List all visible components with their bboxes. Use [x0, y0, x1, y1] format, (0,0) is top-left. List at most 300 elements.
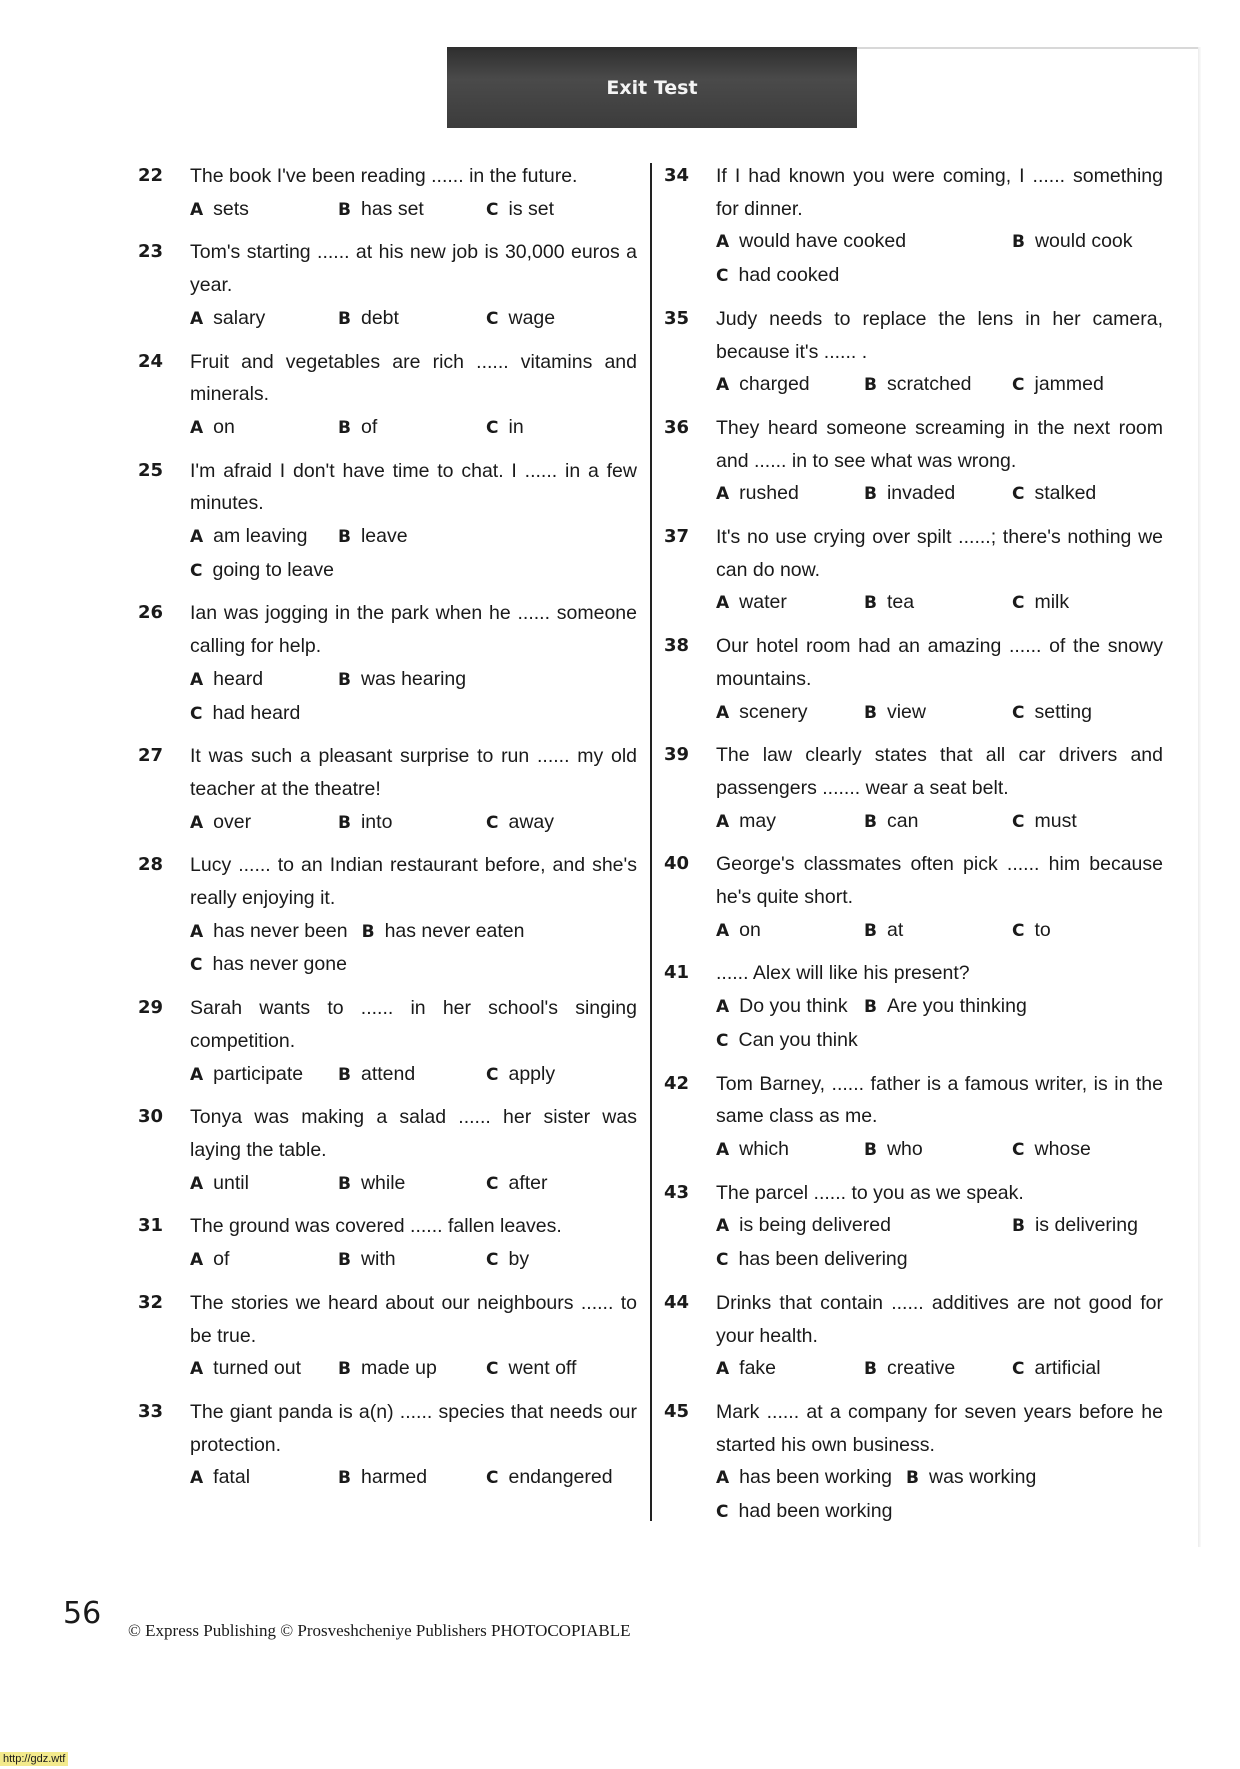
question-number: 28 — [138, 854, 164, 876]
option-letter: B — [338, 1359, 351, 1380]
option-letter: C — [1012, 1359, 1025, 1380]
option-text: of — [213, 1248, 230, 1271]
option-text: at — [886, 918, 904, 941]
answer-option[interactable] — [716, 914, 850, 948]
answer-option[interactable] — [190, 948, 347, 982]
page-top-edge — [857, 47, 1200, 49]
answer-option[interactable] — [1012, 805, 1146, 839]
right-column — [664, 160, 1164, 1539]
answer-option[interactable] — [906, 1461, 1040, 1495]
answer-option[interactable] — [716, 368, 850, 402]
answer-option[interactable] — [338, 1243, 472, 1277]
question-item — [664, 957, 1164, 1057]
question-number: 38 — [664, 635, 690, 657]
option-letter: B — [864, 1139, 877, 1160]
answer-option[interactable] — [486, 1167, 620, 1201]
question-number: 22 — [138, 165, 164, 186]
answer-option[interactable] — [716, 259, 850, 293]
answer-option[interactable] — [864, 368, 998, 402]
question-item — [664, 160, 1164, 293]
question-item — [138, 992, 638, 1091]
answer-option[interactable] — [190, 302, 324, 336]
answer-option[interactable] — [1012, 1352, 1146, 1386]
question-text: ...... Alex will like his present? — [716, 962, 970, 985]
option-letter: C — [486, 812, 499, 833]
option-text: fake — [739, 1357, 777, 1380]
option-text: may — [739, 809, 777, 832]
option-text: Are you thinking — [886, 995, 1027, 1018]
option-letter: C — [716, 1250, 729, 1271]
option-text: must — [1034, 809, 1077, 832]
answer-option[interactable] — [716, 1209, 998, 1243]
option-text: who — [886, 1137, 923, 1160]
option-letter: C — [190, 703, 203, 724]
answer-option[interactable] — [716, 805, 850, 839]
option-text: while — [360, 1171, 406, 1194]
question-number: 26 — [138, 602, 164, 624]
answer-option[interactable] — [190, 697, 324, 731]
answer-option[interactable] — [716, 477, 850, 511]
question-text: They heard someone screaming in the next room and ...... in to see what was wrong. — [716, 416, 1163, 472]
option-letter: A — [716, 232, 730, 253]
option-letter: A — [190, 527, 204, 548]
option-letter: A — [716, 811, 730, 832]
question-text: The parcel ...... to you as we speak. — [716, 1181, 1024, 1204]
option-letter: C — [190, 955, 203, 976]
options-row — [190, 1461, 638, 1495]
options-row — [716, 914, 1164, 948]
option-text: is delivering — [1034, 1214, 1138, 1237]
option-letter: B — [338, 1064, 351, 1085]
option-text: is being delivered — [739, 1214, 891, 1237]
answer-option[interactable] — [864, 914, 998, 948]
question-number: 24 — [138, 350, 164, 372]
question-item — [138, 1287, 638, 1386]
option-text: view — [886, 700, 926, 723]
option-letter: C — [486, 417, 499, 438]
option-text: has set — [360, 197, 424, 220]
question-number: 35 — [664, 307, 690, 329]
option-letter: C — [486, 1173, 499, 1194]
option-text: had cooked — [738, 264, 840, 287]
option-letter: C — [1012, 593, 1025, 614]
answer-option[interactable] — [486, 806, 620, 840]
question-text: The book I've been reading ...... in the future. — [190, 165, 578, 187]
option-text: had been working — [738, 1500, 893, 1523]
option-text: has been working — [739, 1466, 893, 1489]
answer-option[interactable] — [338, 193, 472, 227]
question-number: 34 — [664, 165, 690, 186]
option-text: invaded — [886, 482, 956, 505]
options-row — [190, 806, 638, 840]
answer-option[interactable] — [190, 663, 324, 697]
option-text: until — [213, 1171, 249, 1194]
option-letter: C — [190, 560, 203, 581]
option-letter: A — [716, 1139, 730, 1160]
option-text: of — [360, 415, 378, 438]
question-number: 41 — [664, 962, 690, 984]
option-text: debt — [360, 306, 399, 329]
option-letter: B — [864, 702, 877, 723]
question-text: Tom's starting ...... at his new job is 30,000 euros a year. — [190, 241, 637, 297]
option-letter: A — [190, 1250, 204, 1271]
options-row — [716, 696, 1164, 730]
options-row — [190, 1167, 638, 1201]
option-letter: B — [906, 1468, 919, 1489]
option-text: can — [886, 809, 919, 832]
question-text: Tom Barney, ...... father is a famous writer, is in the same class as me. — [716, 1072, 1163, 1128]
answer-option[interactable] — [716, 1024, 858, 1058]
option-letter: C — [486, 199, 499, 220]
question-number: 30 — [138, 1106, 164, 1128]
question-text: The stories we heard about our neighbours ...... to be true. — [190, 1291, 637, 1347]
question-item — [138, 160, 638, 226]
question-item — [664, 848, 1164, 947]
answer-option[interactable] — [338, 520, 472, 554]
option-letter: B — [338, 1250, 351, 1271]
option-letter: B — [338, 812, 351, 833]
option-text: Do you think — [739, 995, 848, 1018]
answer-option[interactable] — [864, 805, 998, 839]
option-letter: C — [486, 1468, 499, 1489]
option-text: scratched — [886, 373, 972, 396]
question-item — [664, 521, 1164, 620]
option-text: salary — [213, 306, 266, 329]
answer-option[interactable] — [338, 302, 472, 336]
option-letter: A — [716, 997, 730, 1018]
question-number: 25 — [138, 459, 164, 481]
option-text: rushed — [739, 482, 799, 505]
answer-option[interactable] — [190, 1243, 324, 1277]
option-letter: C — [1012, 702, 1025, 723]
question-text: I'm afraid I don't have time to chat. I ...... in a few minutes. — [190, 459, 637, 515]
answer-option[interactable] — [190, 1461, 324, 1495]
question-number: 27 — [138, 745, 164, 767]
question-text: Fruit and vegetables are rich ...... vitamins and minerals. — [190, 350, 637, 406]
answer-option[interactable] — [486, 1461, 620, 1495]
answer-option[interactable] — [716, 696, 850, 730]
option-text: after — [508, 1171, 548, 1194]
option-text: in — [508, 415, 524, 438]
answer-option[interactable] — [864, 1133, 998, 1167]
option-letter: B — [864, 1359, 877, 1380]
option-letter: A — [716, 484, 730, 505]
option-letter: C — [1012, 375, 1025, 396]
answer-option[interactable] — [716, 1133, 850, 1167]
option-letter: C — [1012, 920, 1025, 941]
answer-option[interactable] — [190, 806, 324, 840]
answer-option[interactable] — [486, 193, 620, 227]
options-row — [716, 586, 1164, 620]
answer-option[interactable] — [190, 554, 334, 588]
option-text: attend — [360, 1062, 416, 1085]
option-text: had heard — [212, 701, 301, 724]
answer-option[interactable] — [190, 193, 324, 227]
answer-option[interactable] — [338, 1058, 472, 1092]
option-letter: A — [190, 199, 204, 220]
question-text: Lucy ...... to an Indian restaurant before, and she's really enjoying it. — [190, 854, 637, 910]
options-row — [716, 805, 1164, 839]
option-letter: A — [716, 593, 730, 614]
option-text: was hearing — [360, 667, 467, 690]
option-text: has never gone — [212, 953, 347, 976]
option-text: Can you think — [738, 1028, 858, 1051]
option-text: by — [508, 1248, 530, 1271]
question-number: 43 — [664, 1181, 690, 1203]
option-text: water — [739, 591, 787, 614]
question-text: Sarah wants to ...... in her school's singing competition. — [190, 997, 637, 1052]
answer-option[interactable] — [486, 411, 620, 445]
answer-option[interactable] — [338, 663, 472, 697]
page-number: 56 — [63, 1596, 102, 1631]
options-row — [190, 193, 638, 227]
option-letter: A — [716, 1216, 730, 1237]
answer-option[interactable] — [486, 302, 620, 336]
option-letter: B — [1012, 1216, 1025, 1237]
question-item — [664, 739, 1164, 838]
option-text: charged — [739, 373, 810, 396]
option-letter: A — [716, 375, 730, 396]
answer-option[interactable] — [864, 1352, 998, 1386]
option-text: scenery — [739, 700, 808, 723]
answer-option[interactable] — [864, 477, 998, 511]
answer-option[interactable] — [190, 411, 324, 445]
option-text: sets — [213, 197, 249, 220]
option-letter: A — [716, 1359, 730, 1380]
options-row — [716, 1209, 1164, 1243]
option-letter: C — [1012, 1139, 1025, 1160]
option-letter: C — [1012, 811, 1025, 832]
option-text: harmed — [360, 1466, 428, 1489]
option-text: has never been — [213, 919, 348, 942]
question-text: The giant panda is a(n) ...... species that needs our protection. — [190, 1400, 637, 1456]
option-text: stalked — [1034, 482, 1097, 505]
answer-option[interactable] — [716, 225, 998, 259]
question-number: 33 — [138, 1400, 164, 1422]
options-row — [716, 368, 1164, 402]
options-row — [190, 1352, 638, 1386]
answer-option[interactable] — [716, 1352, 850, 1386]
options-row — [716, 259, 1164, 293]
options-row — [190, 520, 638, 554]
option-letter: B — [338, 308, 351, 329]
option-text: to — [1034, 918, 1051, 941]
section-title: Exit Test — [606, 76, 698, 99]
option-letter: B — [864, 811, 877, 832]
option-text: artificial — [1034, 1357, 1101, 1380]
option-letter: A — [716, 702, 730, 723]
column-divider — [650, 163, 652, 1521]
answer-option[interactable] — [190, 1352, 324, 1386]
option-text: which — [739, 1137, 790, 1160]
question-item — [138, 1396, 638, 1495]
question-item — [138, 740, 638, 839]
option-text: milk — [1034, 591, 1070, 614]
answer-option[interactable] — [338, 411, 472, 445]
answer-option[interactable] — [338, 1461, 472, 1495]
question-text: If I had known you were coming, I ...... something for dinner. — [716, 165, 1163, 220]
question-item — [138, 1210, 638, 1276]
option-letter: A — [190, 1359, 204, 1380]
answer-option[interactable] — [486, 1352, 620, 1386]
question-text: Mark ...... at a company for seven years before he started his own business. — [716, 1400, 1163, 1456]
question-text: Judy needs to replace the lens in her camera, because it's ...... . — [716, 307, 1163, 363]
option-letter: B — [864, 484, 877, 505]
option-text: on — [213, 415, 235, 438]
option-text: jammed — [1034, 373, 1104, 396]
option-letter: B — [338, 527, 351, 548]
question-item — [664, 412, 1164, 511]
answer-option[interactable] — [864, 696, 998, 730]
option-text: fatal — [213, 1466, 251, 1489]
question-item — [664, 1396, 1164, 1529]
answer-option[interactable] — [1012, 1209, 1146, 1243]
answer-option[interactable] — [190, 915, 348, 949]
option-letter: A — [190, 1173, 204, 1194]
options-row — [716, 990, 1164, 1024]
option-letter: A — [190, 812, 204, 833]
question-text: The law clearly states that all car drivers and passengers ....... wear a seat belt. — [716, 744, 1163, 799]
option-letter: A — [190, 669, 204, 690]
question-number: 44 — [664, 1291, 690, 1313]
question-text: Drinks that contain ...... additives are not good for your health. — [716, 1291, 1163, 1347]
question-item — [138, 455, 638, 588]
option-letter: C — [716, 266, 729, 287]
answer-option[interactable] — [1012, 914, 1146, 948]
option-text: turned out — [213, 1357, 301, 1380]
question-number: 23 — [138, 241, 164, 263]
option-text: tea — [886, 591, 915, 614]
option-text: went off — [508, 1357, 577, 1380]
option-letter: A — [190, 921, 204, 942]
options-row — [190, 554, 638, 588]
option-text: going to leave — [212, 558, 334, 581]
question-text: It was such a pleasant surprise to run ...... my old teacher at the theatre! — [190, 745, 637, 800]
option-letter: A — [716, 920, 730, 941]
question-item — [664, 1068, 1164, 1167]
options-row — [190, 697, 638, 731]
question-number: 42 — [664, 1072, 690, 1094]
answer-option[interactable] — [190, 520, 324, 554]
question-item — [138, 236, 638, 335]
option-text: has been delivering — [738, 1248, 908, 1271]
answer-option[interactable] — [1012, 368, 1146, 402]
answer-option[interactable] — [362, 915, 525, 949]
option-text: over — [213, 810, 252, 833]
option-letter: A — [190, 308, 204, 329]
answer-option[interactable] — [864, 586, 998, 620]
answer-option[interactable] — [338, 806, 472, 840]
question-item — [138, 597, 638, 730]
option-letter: B — [864, 920, 877, 941]
option-text: into — [360, 810, 393, 833]
answer-option[interactable] — [1012, 696, 1146, 730]
option-letter: C — [486, 1064, 499, 1085]
question-number: 29 — [138, 997, 164, 1019]
question-text: It's no use crying over spilt ......; there's nothing we can do now. — [716, 526, 1163, 581]
option-letter: C — [716, 1502, 729, 1523]
left-column — [138, 160, 638, 1505]
option-text: made up — [360, 1357, 437, 1380]
answer-option[interactable] — [486, 1058, 620, 1092]
source-badge: http://gdz.wtf — [0, 1752, 68, 1766]
option-letter: B — [1012, 232, 1025, 253]
question-number: 37 — [664, 526, 690, 548]
option-text: would have cooked — [739, 230, 907, 253]
answer-option[interactable] — [716, 990, 850, 1024]
options-row — [716, 1133, 1164, 1167]
answer-option[interactable] — [1012, 477, 1146, 511]
options-row — [190, 1243, 638, 1277]
options-row — [190, 948, 638, 982]
question-text: Our hotel room had an amazing ...... of the snowy mountains. — [716, 635, 1163, 690]
answer-option[interactable] — [716, 1461, 892, 1495]
option-letter: B — [338, 1468, 351, 1489]
option-text: wage — [508, 306, 556, 329]
answer-option[interactable] — [1012, 586, 1146, 620]
option-letter: B — [338, 669, 351, 690]
question-item — [664, 630, 1164, 729]
option-text: heard — [213, 667, 264, 690]
answer-option[interactable] — [864, 990, 1027, 1024]
answer-option[interactable] — [338, 1167, 472, 1201]
option-text: has never eaten — [384, 919, 525, 942]
answer-option[interactable] — [190, 1058, 324, 1092]
question-number: 32 — [138, 1291, 164, 1313]
question-item — [664, 1287, 1164, 1386]
answer-option[interactable] — [716, 1243, 908, 1277]
option-letter: C — [1012, 484, 1025, 505]
answer-option[interactable] — [716, 1495, 892, 1529]
option-letter: C — [716, 1030, 729, 1051]
answer-option[interactable] — [1012, 1133, 1146, 1167]
answer-option[interactable] — [486, 1243, 620, 1277]
options-row — [716, 1352, 1164, 1386]
answer-option[interactable] — [1012, 225, 1146, 259]
option-letter: A — [190, 1468, 204, 1489]
question-item — [138, 346, 638, 445]
options-row — [716, 1495, 1164, 1529]
option-text: away — [508, 810, 555, 833]
option-text: whose — [1034, 1137, 1091, 1160]
option-letter: C — [486, 1359, 499, 1380]
option-text: am leaving — [213, 525, 308, 548]
option-text: creative — [886, 1357, 956, 1380]
answer-option[interactable] — [716, 586, 850, 620]
question-number: 39 — [664, 744, 690, 766]
question-number: 31 — [138, 1215, 164, 1237]
option-text: endangered — [508, 1466, 613, 1489]
option-letter: B — [361, 921, 375, 942]
answer-option[interactable] — [190, 1167, 324, 1201]
option-letter: B — [338, 1173, 351, 1194]
options-row — [190, 302, 638, 336]
answer-option[interactable] — [338, 1352, 472, 1386]
question-item — [664, 303, 1164, 402]
option-text: leave — [360, 525, 408, 548]
question-item — [664, 1177, 1164, 1277]
option-letter: A — [716, 1468, 730, 1489]
option-text: apply — [508, 1062, 556, 1085]
options-row — [716, 1024, 1164, 1058]
option-letter: B — [338, 199, 351, 220]
options-row — [190, 411, 638, 445]
options-row — [190, 915, 638, 949]
option-text: participate — [213, 1062, 304, 1085]
question-text: George's classmates often pick ...... him because he's quite short. — [716, 853, 1163, 909]
options-row — [716, 225, 1164, 259]
question-text: The ground was covered ...... fallen leaves. — [190, 1215, 562, 1238]
